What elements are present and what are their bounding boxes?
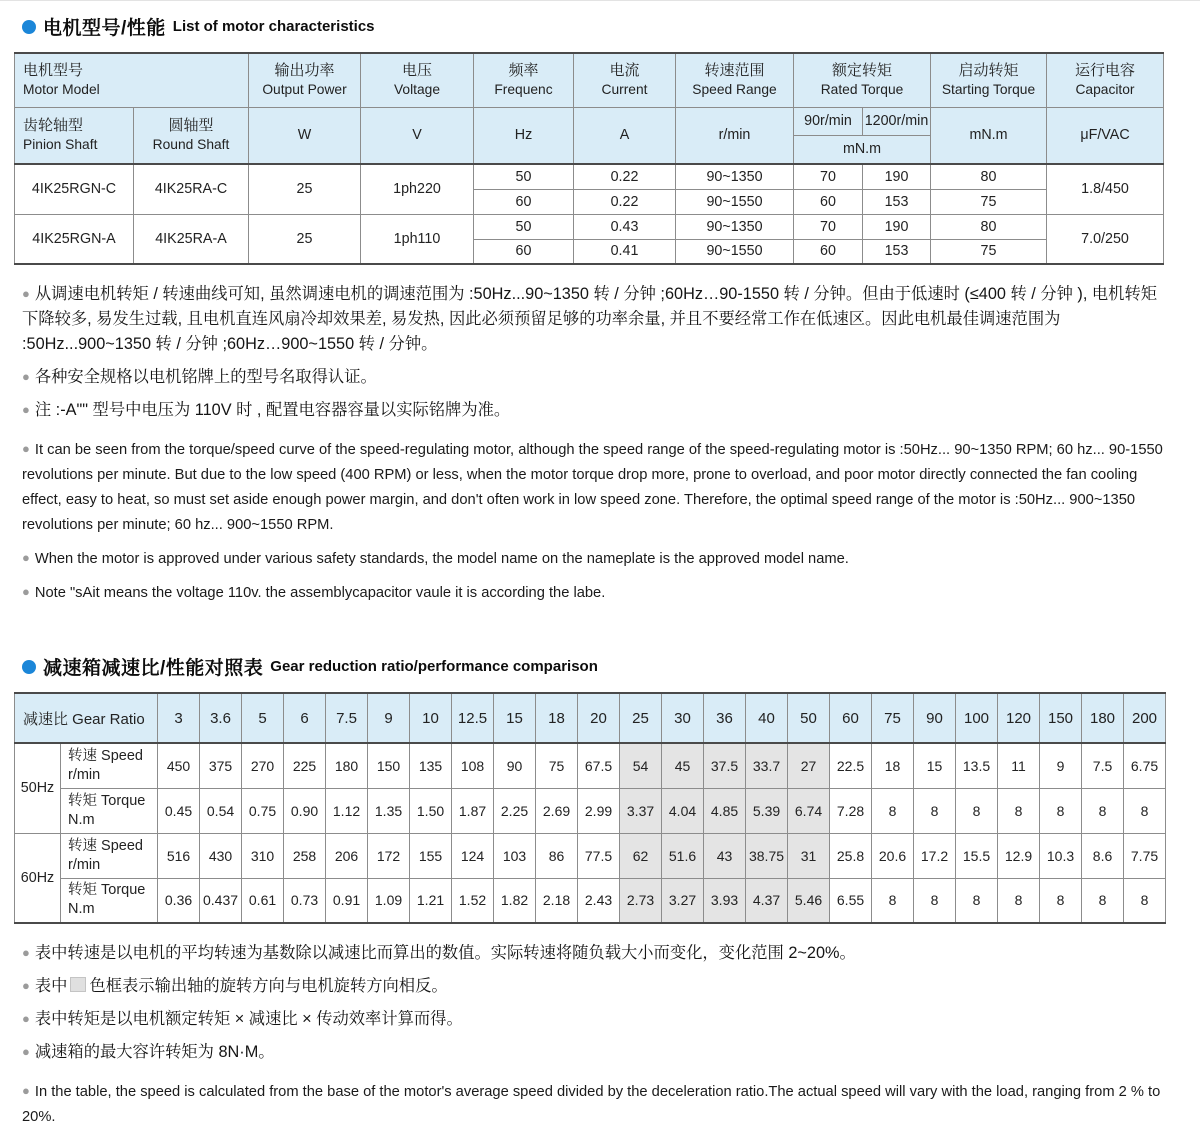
gear-notes	[22, 940, 1163, 1130]
note-item	[22, 436, 1163, 538]
capacitor-cell: 7.0/250	[1047, 214, 1164, 264]
capacitor-cell: 1.8/450	[1047, 164, 1164, 214]
note-item	[22, 1006, 1163, 1032]
gear-value-cell: 12.9	[998, 833, 1040, 878]
gear-value-cell: 62	[620, 833, 662, 878]
gear-value-cell: 7.5	[1082, 743, 1124, 788]
gear-ratio-header: 25	[620, 693, 662, 743]
gear-data-row	[15, 788, 1166, 833]
voltage-cell: 1ph220	[361, 164, 474, 214]
gear-value-cell: 1.82	[494, 878, 536, 923]
current-cell: 0.22	[574, 164, 676, 189]
starting-torque-cell: 75	[931, 239, 1047, 264]
starting-torque-cell: 80	[931, 214, 1047, 239]
gear-ratio-header: 75	[872, 693, 914, 743]
gear-value-cell: 1.50	[410, 788, 452, 833]
note-bullet-icon: ●	[22, 441, 30, 456]
gear-value-cell: 8	[1082, 878, 1124, 923]
gear-value-cell: 7.75	[1124, 833, 1166, 878]
gear-value-cell: 45	[662, 743, 704, 788]
gear-value-cell: 8.6	[1082, 833, 1124, 878]
unit-header: 齿轮轴型 Pinion Shaft	[15, 107, 134, 164]
gear-value-cell: 43	[704, 833, 746, 878]
note-text: In the table, the speed is calculated from the base of the motor's average speed divided by the deceleration ratio.The actual speed will vary with the load, ranging from 2 % to 20%.	[22, 1084, 1161, 1125]
motor-header-row	[15, 53, 1164, 107]
gear-value-cell: 2.43	[578, 878, 620, 923]
round-model-cell: 4IK25RA-C	[134, 164, 249, 214]
pinion-model-cell: 4IK25RGN-A	[15, 214, 134, 264]
gear-value-cell: 0.91	[326, 878, 368, 923]
gear-value-cell: 3.93	[704, 878, 746, 923]
motor-section-title	[22, 13, 1163, 40]
gear-value-cell: 1.09	[368, 878, 410, 923]
gear-value-cell: 6.74	[788, 788, 830, 833]
motor-title-zh: 电机型号/性能	[43, 18, 166, 39]
gear-value-cell: 2.99	[578, 788, 620, 833]
note-bullet-icon: ●	[22, 584, 30, 599]
note-text: 表中	[34, 977, 68, 995]
column-header: 电机型号 Motor Model	[15, 53, 249, 107]
gear-value-cell: 15.5	[956, 833, 998, 878]
gear-value-cell: 150	[368, 743, 410, 788]
gear-value-cell: 5.46	[788, 878, 830, 923]
unit-header: W	[249, 107, 361, 164]
gear-ratio-header: 200	[1124, 693, 1166, 743]
gear-value-cell: 108	[452, 743, 494, 788]
gear-value-cell: 7.28	[830, 788, 872, 833]
gear-value-cell: 6.55	[830, 878, 872, 923]
section-bullet-icon	[22, 20, 36, 34]
gear-value-cell: 67.5	[578, 743, 620, 788]
note-bullet-icon: ●	[22, 1083, 30, 1098]
gear-value-cell: 8	[872, 788, 914, 833]
gear-value-cell: 8	[998, 788, 1040, 833]
gear-ratio-header: 180	[1082, 693, 1124, 743]
starting-torque-cell: 75	[931, 189, 1047, 214]
gear-value-cell: 4.04	[662, 788, 704, 833]
gray-color-swatch	[70, 977, 86, 992]
gear-value-cell: 258	[284, 833, 326, 878]
rated-torque-1200-cell: 190	[863, 214, 931, 239]
frequency-cell: 60	[474, 239, 574, 264]
current-cell: 0.22	[574, 189, 676, 214]
gear-data-row	[15, 878, 1166, 923]
note-text: 从调速电机转矩 / 转速曲线可知, 虽然调速电机的调速范围为 :50Hz...90~1350 转 / 分钟 ;60Hz…90-1550 转 / 分钟。但由于低速时 (≤400 转 / 分钟 ), 电机转矩下降较多, 易发生过载, 且电机直连风扇冷却效果差, 易发热, 因此必须预留足够的功率余量, 并且不要经常工作在低速区。因此电机最佳调速范围为 :50Hz...900~1350 转 / 分钟 ;60Hz…900~1550 转 / 分钟。	[22, 285, 1158, 353]
gear-row-label: 转速 Speed r/min	[61, 833, 158, 878]
motor-data-row	[15, 214, 1164, 239]
gear-data-row	[15, 743, 1166, 788]
gear-value-cell: 4.37	[746, 878, 788, 923]
gear-section-title	[22, 653, 1163, 680]
note-text: When the motor is approved under various safety standards, the model name on the nameplate is the approved model name.	[34, 551, 849, 567]
note-text: 表中转矩是以电机额定转矩 × 减速比 × 传动效率计算而得。	[34, 1010, 463, 1028]
gear-value-cell: 8	[914, 878, 956, 923]
gear-value-cell: 2.18	[536, 878, 578, 923]
gear-value-cell: 225	[284, 743, 326, 788]
gear-row-label: 转矩 Torque N.m	[61, 788, 158, 833]
column-header: 电流 Current	[574, 53, 676, 107]
gear-value-cell: 5.39	[746, 788, 788, 833]
pinion-model-cell: 4IK25RGN-C	[15, 164, 134, 214]
section-spacer	[14, 613, 1163, 649]
gear-value-cell: 1.87	[452, 788, 494, 833]
motor-notes	[22, 281, 1163, 606]
gear-value-cell: 375	[200, 743, 242, 788]
gear-value-cell: 11	[998, 743, 1040, 788]
frequency-cell: 50	[474, 214, 574, 239]
gear-value-cell: 0.90	[284, 788, 326, 833]
note-text: 色框表示输出轴的旋转方向与电机旋转方向相反。	[89, 977, 448, 995]
gear-ratio-header: 120	[998, 693, 1040, 743]
rated-torque-1200-cell: 190	[863, 164, 931, 189]
frequency-cell: 60	[474, 189, 574, 214]
gear-value-cell: 124	[452, 833, 494, 878]
gear-value-cell: 1.12	[326, 788, 368, 833]
gear-value-cell: 8	[1082, 788, 1124, 833]
gear-value-cell: 18	[872, 743, 914, 788]
note-item	[22, 545, 1163, 572]
note-item	[22, 940, 1163, 966]
gear-ratio-header: 30	[662, 693, 704, 743]
column-header: 额定转矩 Rated Torque	[794, 53, 931, 107]
gear-value-cell: 1.52	[452, 878, 494, 923]
gear-value-cell: 22.5	[830, 743, 872, 788]
note-text: 注 :-A"" 型号中电压为 110V 时 , 配置电容器容量以实际铭牌为准。	[34, 401, 511, 419]
gear-ratio-header: 50	[788, 693, 830, 743]
unit-header: A	[574, 107, 676, 164]
note-bullet-icon: ●	[22, 402, 30, 417]
current-cell: 0.43	[574, 214, 676, 239]
note-item	[22, 579, 1163, 606]
note-text: Note "sAit means the voltage 110v. the assemblycapacitor vaule it is according the labe.	[34, 585, 606, 601]
gear-data-row	[15, 833, 1166, 878]
gear-value-cell: 0.73	[284, 878, 326, 923]
gear-value-cell: 8	[956, 788, 998, 833]
unit-header: mN.m	[794, 135, 931, 164]
gear-ratio-header: 5	[242, 693, 284, 743]
unit-header: mN.m	[931, 107, 1047, 164]
frequency-cell: 50	[474, 164, 574, 189]
gear-value-cell: 0.61	[242, 878, 284, 923]
speed-range-cell: 90~1550	[676, 239, 794, 264]
gear-value-cell: 2.69	[536, 788, 578, 833]
gear-ratio-header: 18	[536, 693, 578, 743]
gear-value-cell: 8	[914, 788, 956, 833]
gear-value-cell: 2.25	[494, 788, 536, 833]
gear-value-cell: 38.75	[746, 833, 788, 878]
note-bullet-icon: ●	[22, 1044, 30, 1059]
gear-ratio-header: 100	[956, 693, 998, 743]
note-item	[22, 281, 1163, 357]
gear-ratio-header: 12.5	[452, 693, 494, 743]
rated-torque-1200-cell: 153	[863, 239, 931, 264]
power-cell: 25	[249, 214, 361, 264]
gear-value-cell: 31	[788, 833, 830, 878]
note-text: 表中转速是以电机的平均转速为基数除以减速比而算出的数值。实际转速将随负载大小而变化，变化范围 2~20%。	[34, 944, 856, 962]
gear-ratio-header: 6	[284, 693, 326, 743]
gear-value-cell: 8	[872, 878, 914, 923]
gear-value-cell: 17.2	[914, 833, 956, 878]
gear-value-cell: 8	[1040, 878, 1082, 923]
column-header: 启动转矩 Starting Torque	[931, 53, 1047, 107]
gear-value-cell: 77.5	[578, 833, 620, 878]
round-model-cell: 4IK25RA-A	[134, 214, 249, 264]
unit-header: μF/VAC	[1047, 107, 1164, 164]
gear-ratio-header: 15	[494, 693, 536, 743]
gear-value-cell: 0.45	[158, 788, 200, 833]
gear-ratio-header: 7.5	[326, 693, 368, 743]
motor-table-body	[15, 164, 1164, 264]
gear-value-cell: 3.27	[662, 878, 704, 923]
gear-value-cell: 9	[1040, 743, 1082, 788]
rated-torque-90-cell: 70	[794, 164, 863, 189]
note-item	[22, 973, 1163, 999]
gear-value-cell: 180	[326, 743, 368, 788]
speed-range-cell: 90~1550	[676, 189, 794, 214]
gear-value-cell: 10.3	[1040, 833, 1082, 878]
gear-title-en: Gear reduction ratio/performance comparison	[270, 658, 598, 675]
gear-value-cell: 8	[1124, 788, 1166, 833]
note-bullet-icon: ●	[22, 286, 30, 301]
gear-value-cell: 8	[956, 878, 998, 923]
gear-value-cell: 135	[410, 743, 452, 788]
gear-ratio-header: 90	[914, 693, 956, 743]
gear-value-cell: 155	[410, 833, 452, 878]
gear-value-cell: 516	[158, 833, 200, 878]
gear-value-cell: 0.75	[242, 788, 284, 833]
note-bullet-icon: ●	[22, 1011, 30, 1026]
gear-table-body	[15, 743, 1166, 923]
voltage-cell: 1ph110	[361, 214, 474, 264]
unit-header: Hz	[474, 107, 574, 164]
gear-row-label: 转速 Speed r/min	[61, 743, 158, 788]
gear-value-cell: 0.54	[200, 788, 242, 833]
gear-value-cell: 20.6	[872, 833, 914, 878]
rated-torque-90-cell: 60	[794, 239, 863, 264]
gear-value-cell: 1.35	[368, 788, 410, 833]
speed-range-cell: 90~1350	[676, 164, 794, 189]
column-header: 运行电容 Capacitor	[1047, 53, 1164, 107]
gear-table-head	[15, 693, 1166, 743]
unit-header: V	[361, 107, 474, 164]
speed-range-cell: 90~1350	[676, 214, 794, 239]
gear-ratio-header: 3.6	[200, 693, 242, 743]
note-text: It can be seen from the torque/speed curve of the speed-regulating motor, although the speed range of the speed-regulating motor is :50Hz... 90~1350 RPM; 60 hz... 90-1550 revolutions per minute. But due to the low speed (400 RPM) or less, when the motor torque drop more, prone to overload, and poor motor directly connected the fan cooling effect, easy to heat, so must set aside enough power margin, and don't often work in low speed zone. Therefore, the optimal speed range of the motor is :50Hz... 900~1350 revolutions per minute; 60 hz... 900~1550 RPM.	[22, 442, 1163, 533]
column-header: 频率 Frequenc	[474, 53, 574, 107]
column-header: 电压 Voltage	[361, 53, 474, 107]
note-text: 各种安全规格以电机铭牌上的型号名取得认证。	[34, 368, 377, 386]
gear-value-cell: 3.37	[620, 788, 662, 833]
gear-ratio-header: 20	[578, 693, 620, 743]
note-text: 减速箱的最大容许转矩为 8N·M。	[34, 1043, 275, 1061]
gear-ratio-header: 36	[704, 693, 746, 743]
rated-torque-1200-cell: 153	[863, 189, 931, 214]
gear-ratio-header: 9	[368, 693, 410, 743]
unit-header: 1200r/min	[863, 107, 931, 135]
gear-ratio-table	[14, 692, 1166, 924]
gear-value-cell: 430	[200, 833, 242, 878]
motor-characteristics-table	[14, 52, 1164, 265]
gear-value-cell: 75	[536, 743, 578, 788]
motor-table-head	[15, 53, 1164, 164]
motor-title-en: List of motor characteristics	[172, 18, 375, 35]
power-cell: 25	[249, 164, 361, 214]
gear-ratio-header: 3	[158, 693, 200, 743]
note-bullet-icon: ●	[22, 550, 30, 565]
starting-torque-cell: 80	[931, 164, 1047, 189]
gear-value-cell: 13.5	[956, 743, 998, 788]
gear-value-cell: 8	[1040, 788, 1082, 833]
gear-value-cell: 103	[494, 833, 536, 878]
unit-header: 圆轴型 Round Shaft	[134, 107, 249, 164]
gear-value-cell: 37.5	[704, 743, 746, 788]
section-bullet-icon	[22, 660, 36, 674]
gear-value-cell: 6.75	[1124, 743, 1166, 788]
gear-value-cell: 1.21	[410, 878, 452, 923]
current-cell: 0.41	[574, 239, 676, 264]
gear-value-cell: 270	[242, 743, 284, 788]
gear-value-cell: 450	[158, 743, 200, 788]
gear-ratio-header: 10	[410, 693, 452, 743]
note-bullet-icon: ●	[22, 369, 30, 384]
gear-value-cell: 8	[1124, 878, 1166, 923]
unit-header: 90r/min	[794, 107, 863, 135]
gear-value-cell: 15	[914, 743, 956, 788]
rated-torque-90-cell: 70	[794, 214, 863, 239]
motor-data-row	[15, 164, 1164, 189]
gear-ratio-header: 60	[830, 693, 872, 743]
note-item	[22, 1078, 1163, 1130]
gear-value-cell: 0.437	[200, 878, 242, 923]
column-header: 输出功率 Output Power	[249, 53, 361, 107]
gear-value-cell: 33.7	[746, 743, 788, 788]
rated-torque-90-cell: 60	[794, 189, 863, 214]
gear-table-wrap	[14, 692, 1163, 924]
gear-ratio-label: 减速比 Gear Ratio	[15, 693, 158, 743]
gear-value-cell: 206	[326, 833, 368, 878]
gear-value-cell: 90	[494, 743, 536, 788]
gear-ratio-header: 150	[1040, 693, 1082, 743]
gear-value-cell: 0.36	[158, 878, 200, 923]
gear-value-cell: 4.85	[704, 788, 746, 833]
frequency-group-cell: 60Hz	[15, 833, 61, 923]
gear-title-zh: 减速箱减速比/性能对照表	[43, 658, 264, 679]
frequency-group-cell: 50Hz	[15, 743, 61, 833]
gear-value-cell: 310	[242, 833, 284, 878]
gear-value-cell: 8	[998, 878, 1040, 923]
gear-value-cell: 25.8	[830, 833, 872, 878]
note-bullet-icon: ●	[22, 978, 30, 993]
gear-value-cell: 2.73	[620, 878, 662, 923]
gear-header-row	[15, 693, 1166, 743]
gear-value-cell: 54	[620, 743, 662, 788]
gear-value-cell: 86	[536, 833, 578, 878]
gear-value-cell: 172	[368, 833, 410, 878]
gear-value-cell: 51.6	[662, 833, 704, 878]
unit-header: r/min	[676, 107, 794, 164]
column-header: 转速范围 Speed Range	[676, 53, 794, 107]
note-item	[22, 397, 1163, 423]
motor-subheader-row	[15, 107, 1164, 135]
note-bullet-icon: ●	[22, 945, 30, 960]
gear-value-cell: 27	[788, 743, 830, 788]
gear-ratio-header: 40	[746, 693, 788, 743]
gear-row-label: 转矩 Torque N.m	[61, 878, 158, 923]
note-item	[22, 364, 1163, 390]
note-item	[22, 1039, 1163, 1065]
